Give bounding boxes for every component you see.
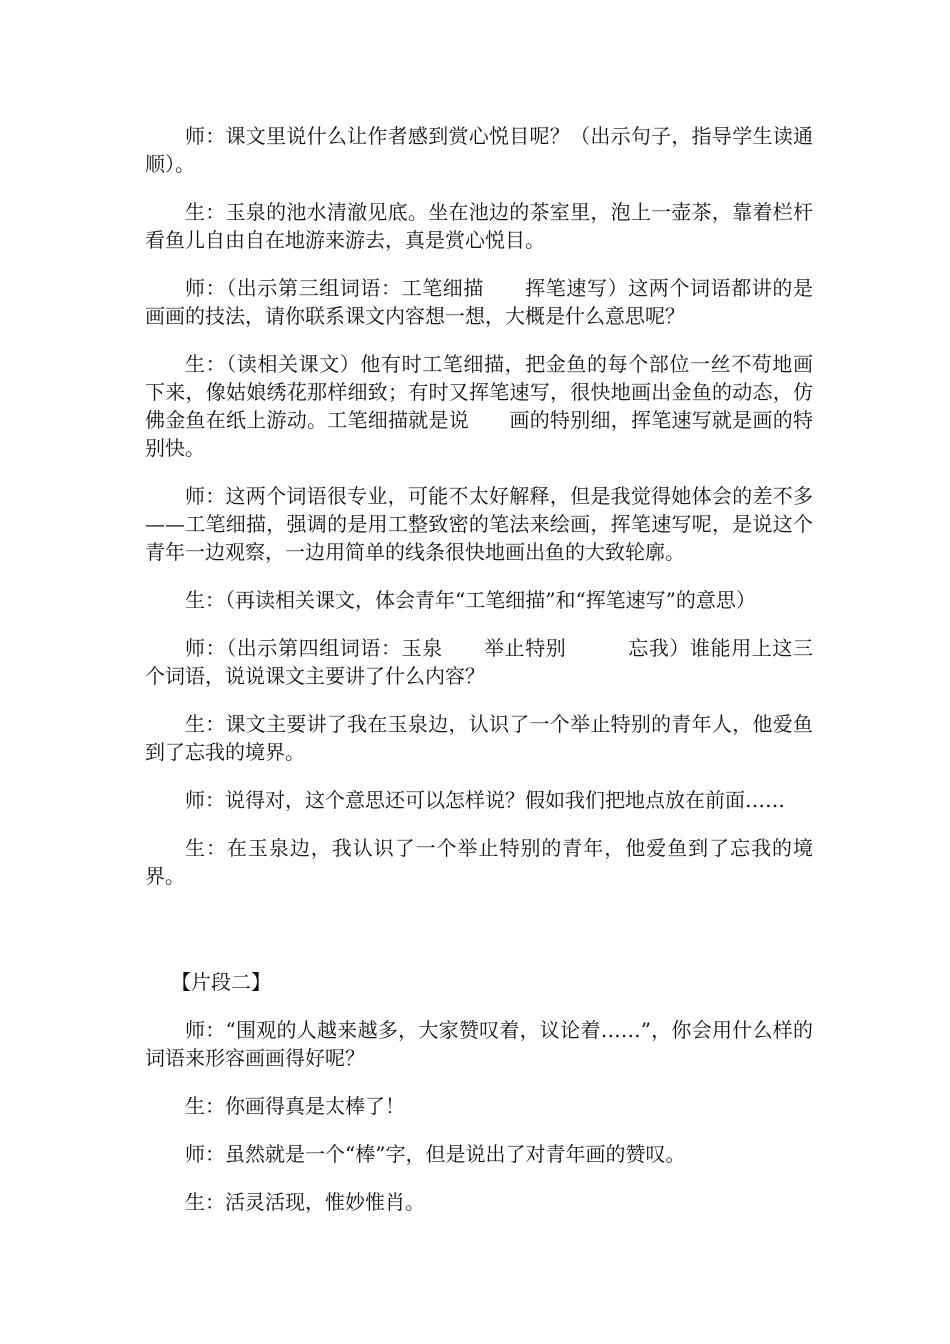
dialogue-paragraph: 生：（再读相关课文，体会青年“工笔细描”和“挥笔速写”的意思）: [185, 588, 756, 612]
dialogue-paragraph: 师：课文里说什么让作者感到赏心悦目呢？（出示句子，指导学生读通顺）。: [145, 124, 813, 176]
dialogue-paragraph: 师：虽然就是一个“棒”字，但是说出了对青年画的赞叹。: [185, 1142, 686, 1166]
document-body: [145, 122, 813, 1236]
dialogue-paragraph: 师：（出示第三组词语：工笔细描 挥笔速写）这两个词语都讲的是画画的技法，请你联系课文内容想一想，大概是什么意思呢？: [145, 276, 813, 328]
dialogue-paragraph: 生：玉泉的池水清澈见底。坐在池边的茶室里，泡上一壶茶，靠着栏杆看鱼儿自由自在地游来游去，真是赏心悦目。: [145, 200, 813, 252]
dialogue-paragraph: 师：（出示第四组词语：玉泉 举止特别 忘我）谁能用上这三个词语，说说课文主要讲了什么内容？: [145, 636, 813, 688]
dialogue-paragraph: 生：在玉泉边，我认识了一个举止特别的青年，他爱鱼到了忘我的境界。: [145, 836, 813, 888]
section-spacer: [145, 910, 813, 968]
dialogue-paragraph: 生：课文主要讲了我在玉泉边，认识了一个举止特别的青年人，他爱鱼到了忘我的境界。: [145, 712, 813, 764]
dialogue-paragraph: 师：说得对，这个意思还可以怎样说？假如我们把地点放在前面……: [185, 788, 785, 812]
section-heading: 【片段二】: [171, 970, 271, 994]
dialogue-paragraph: 生：（读相关课文）他有时工笔细描，把金鱼的每个部位一丝不苟地画下来，像姑娘绣花那样细致；有时又挥笔速写，很快地画出金鱼的动态，仿佛金鱼在纸上游动。工笔细描就是说 画的特别细，挥笔速写就是画的特别快。: [145, 352, 813, 460]
dialogue-paragraph: 生：你画得真是太棒了！: [185, 1094, 405, 1118]
dialogue-paragraph: 师：“围观的人越来越多，大家赞叹着，议论着……”，你会用什么样的词语来形容画画得好呢？: [145, 1018, 813, 1070]
dialogue-paragraph: 师：这两个词语很专业，可能不太好解释，但是我觉得她体会的差不多——工笔细描，强调的是用工整致密的笔法来绘画，挥笔速写呢，是说这个青年一边观察，一边用简单的线条很快地画出鱼的大致轮廓。: [145, 484, 813, 564]
dialogue-paragraph: 生：活灵活现，惟妙惟肖。: [185, 1190, 425, 1214]
